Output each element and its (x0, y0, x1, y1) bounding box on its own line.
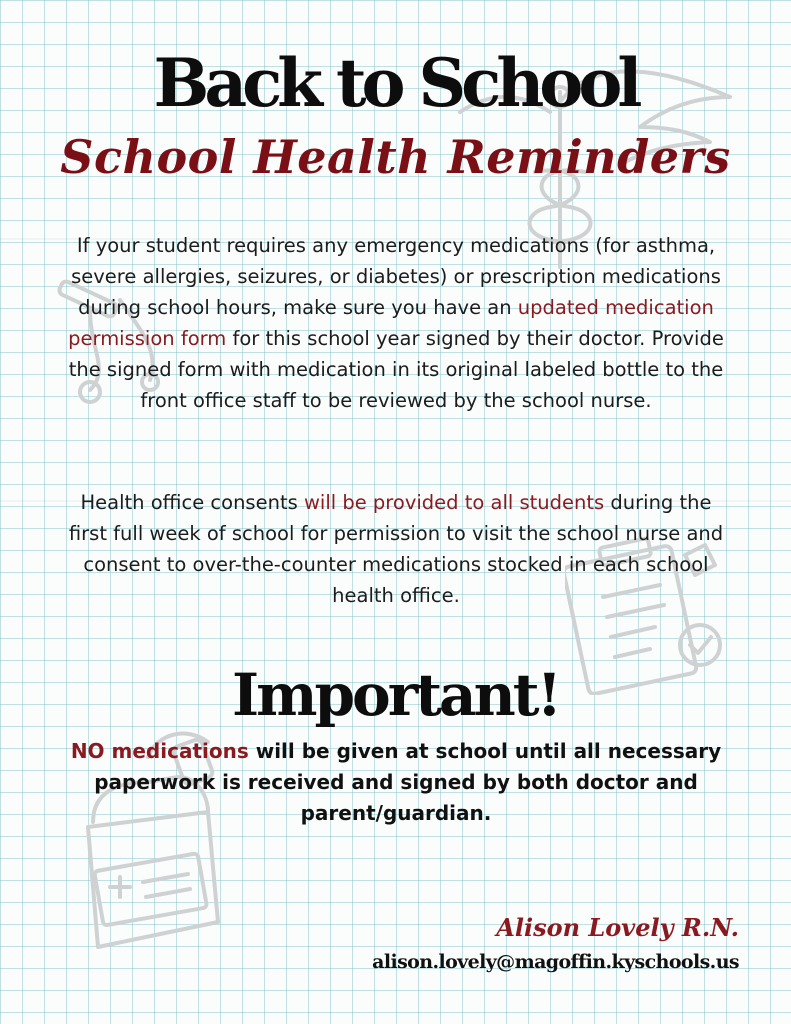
paragraph-text: during the first full week of school for permission to visit the school nurse and consent to over-the-counter medications stocked in each school health office. (68, 491, 724, 607)
signature-email: alison.lovely@magoffin.kyschools.us (372, 951, 739, 973)
paragraph-text: Health office consents (80, 491, 304, 514)
paragraph-text: for this school year signed by their doctor. Provide the signed form with medication in its original labeled bottle to the front office staff to be reviewed by the school nurse. (68, 327, 724, 412)
important-notice (60, 736, 732, 829)
page-title: Back to School (153, 44, 638, 122)
permission-form-highlight: updated medication permission form (68, 296, 714, 350)
health-consents-paragraph (62, 487, 730, 611)
paragraph-text: If your student requires any emergency medications (for asthma, severe allergies, seizures, or diabetes) or prescription medications during school hours, make sure you have an (71, 234, 721, 319)
no-medications-highlight: NO medications (70, 739, 249, 763)
page-subtitle: School Health Reminders (60, 130, 731, 184)
medication-form-paragraph (62, 230, 730, 416)
notice-text: will be given at school until all necessary paperwork is received and signed by both doctor and parent/guardian. (94, 739, 722, 825)
important-heading: Important! (231, 661, 560, 729)
signature-name: Alison Lovely R.N. (496, 913, 739, 942)
consents-highlight: will be provided to all students (303, 491, 605, 514)
